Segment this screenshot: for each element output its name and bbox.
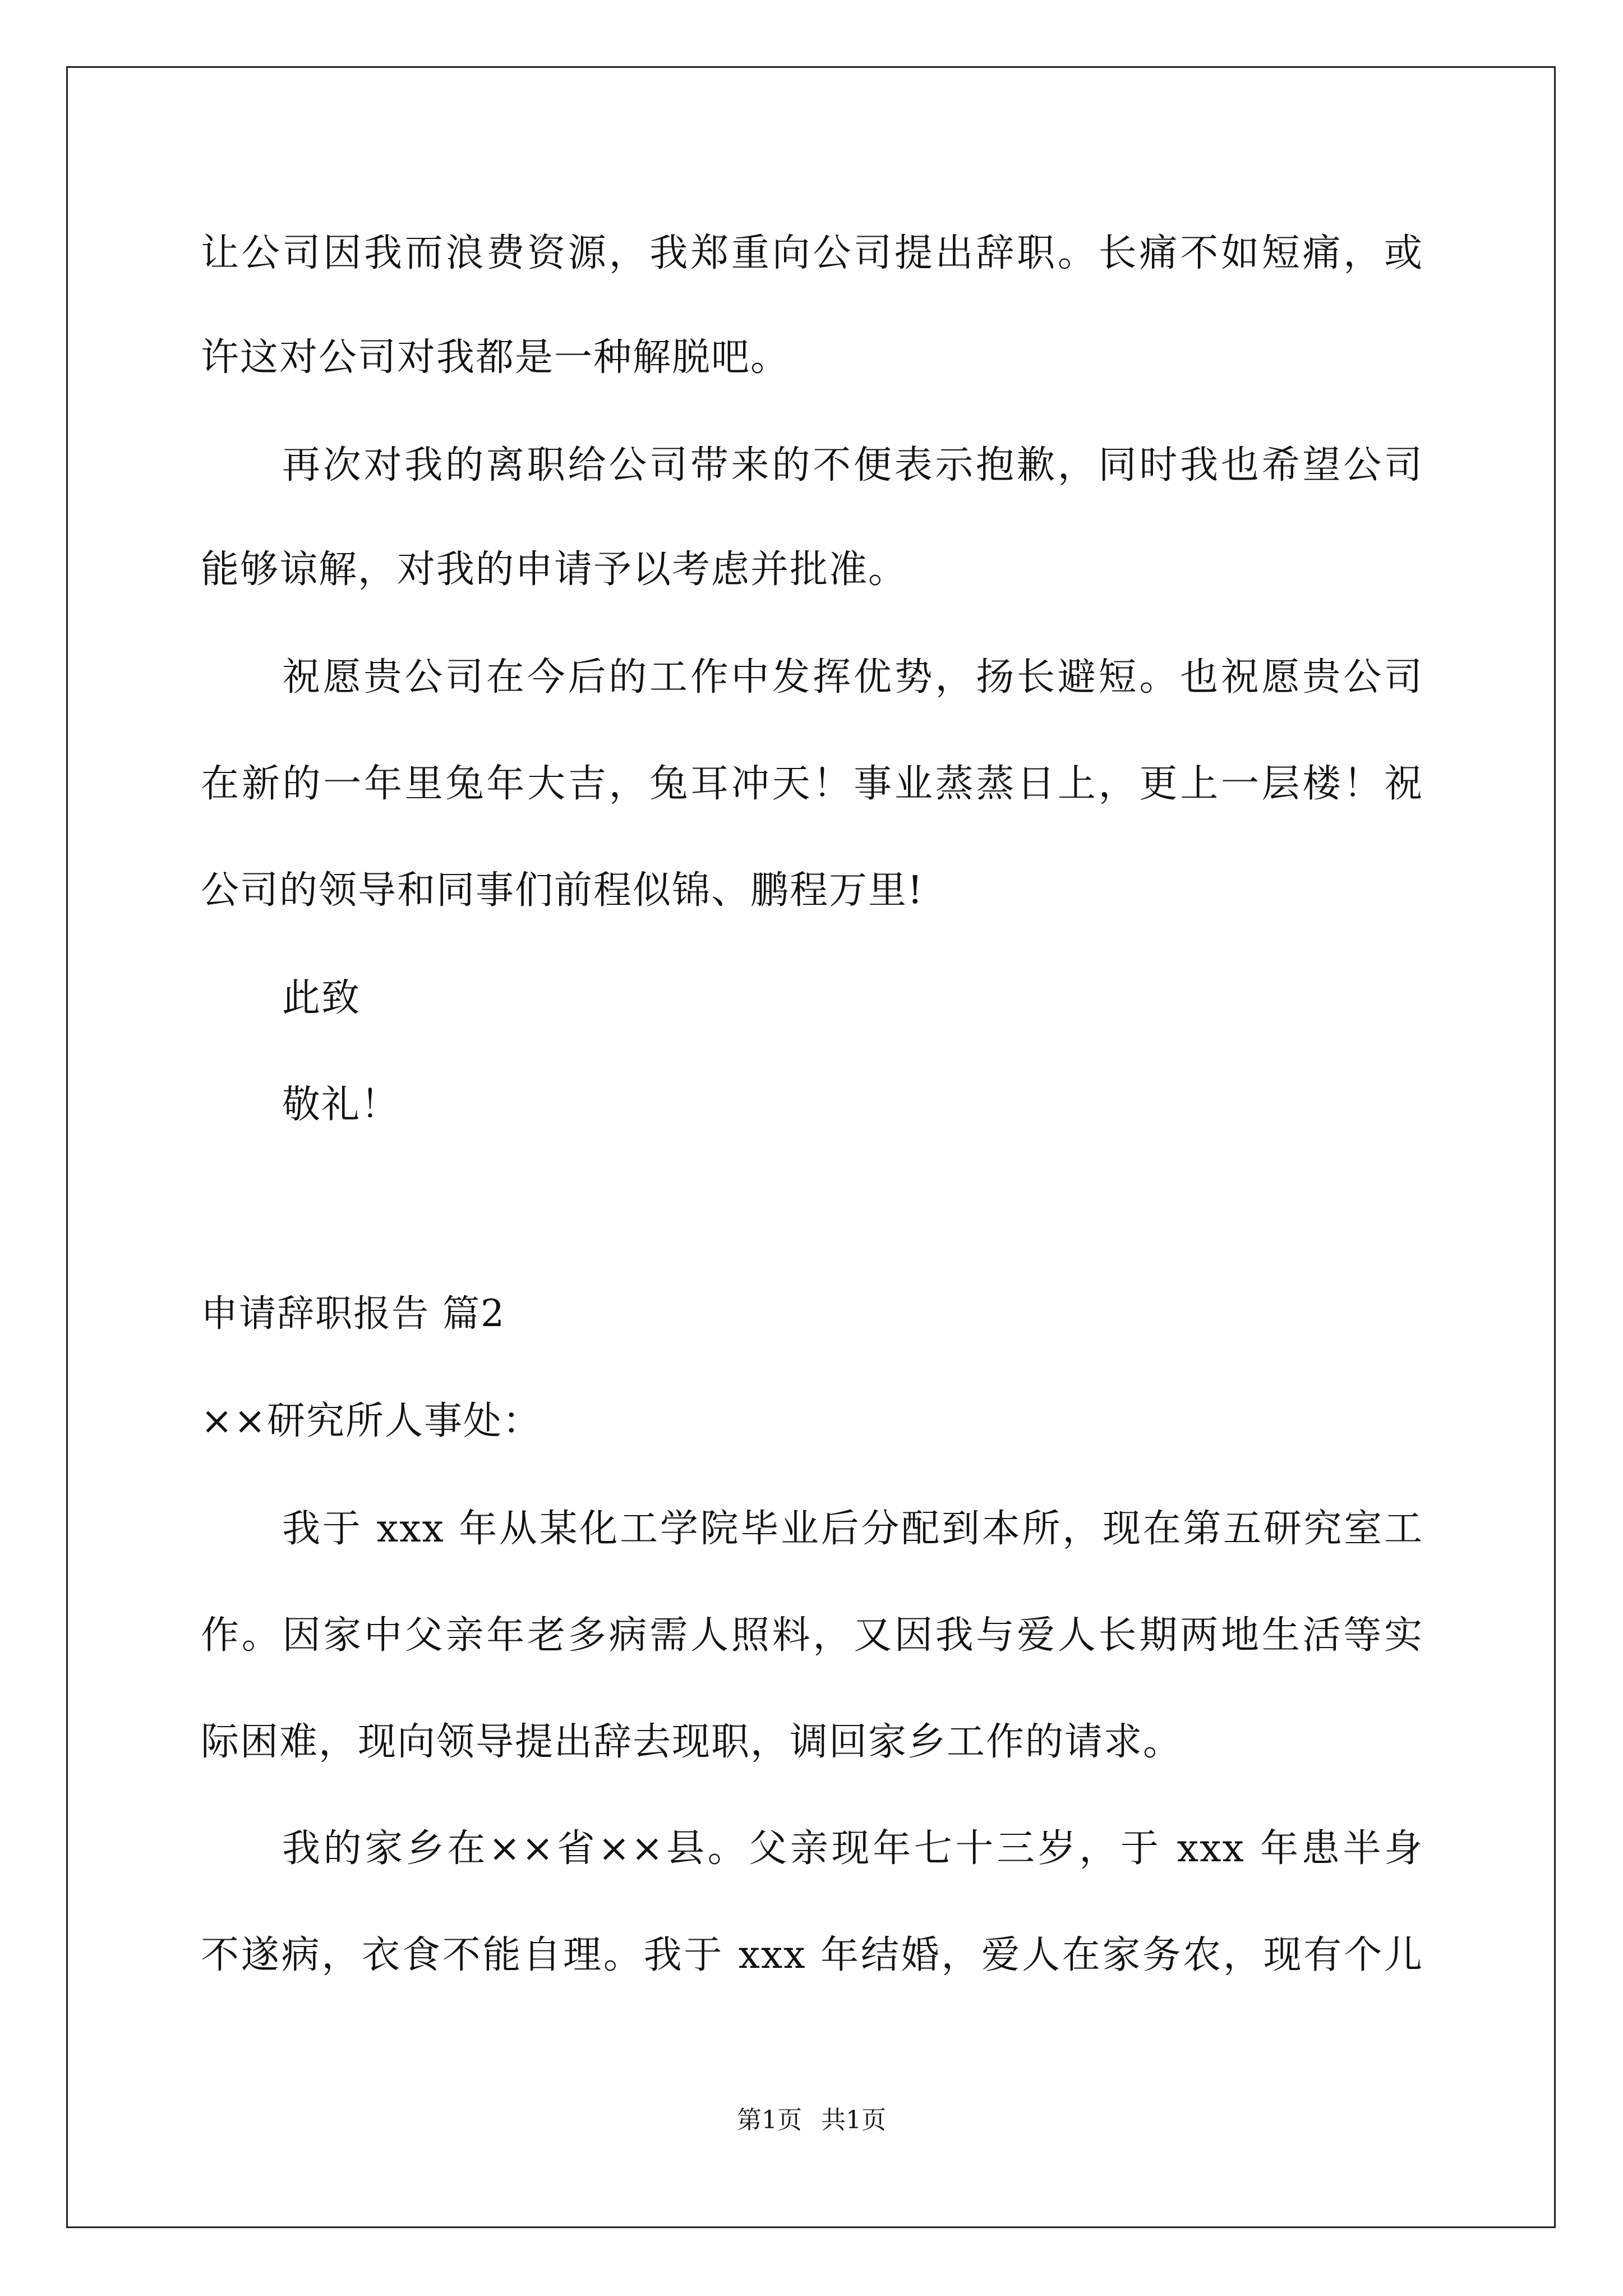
section-heading: 申请辞职报告 篇2 xyxy=(201,1292,505,1335)
closing-regards: 敬礼！ xyxy=(282,1083,400,1127)
paragraph-line: 在新的一年里兔年大吉，兔耳冲天！事业蒸蒸日上，更上一层楼！祝 xyxy=(201,762,1423,806)
paragraph-line: 作。因家中父亲年老多病需人照料，又因我与爱人长期两地生活等实 xyxy=(201,1613,1423,1658)
paragraph-line: 公司的领导和同事们前程似锦、鹏程万里! xyxy=(201,868,924,913)
page-border xyxy=(66,66,1556,2228)
paragraph-line: 再次对我的离职给公司带来的不便表示抱歉，同时我也希望公司 xyxy=(282,443,1423,487)
paragraph-line: 许这对公司对我都是一种解脱吧。 xyxy=(201,335,790,380)
addressee-line: ××研究所人事处： xyxy=(201,1399,542,1443)
page-total: 共1页 xyxy=(821,2106,886,2134)
paragraph-line: 我于 xxx 年从某化工学院毕业后分配到本所，现在第五研究室工 xyxy=(282,1507,1423,1551)
paragraph-line: 际困难，现向领导提出辞去现职，调回家乡工作的请求。 xyxy=(201,1720,1183,1764)
page-footer xyxy=(0,2105,1623,2136)
paragraph-line: 祝愿贵公司在今后的工作中发挥优势，扬长避短。也祝愿贵公司 xyxy=(282,655,1423,700)
paragraph-line: 能够谅解，对我的申请予以考虑并批准。 xyxy=(201,547,908,592)
paragraph-line: 我的家乡在××省××县。父亲现年七十三岁，于 xxx 年患半身 xyxy=(282,1826,1423,1871)
paragraph-line: 不遂病，衣食不能自理。我于 xxx 年结婚，爱人在家务农，现有个儿 xyxy=(201,1933,1423,1977)
paragraph-line: 让公司因我而浪费资源，我郑重向公司提出辞职。长痛不如短痛，或 xyxy=(201,231,1423,275)
page-number: 第1页 xyxy=(737,2106,802,2134)
closing-salutation: 此致 xyxy=(282,976,361,1020)
